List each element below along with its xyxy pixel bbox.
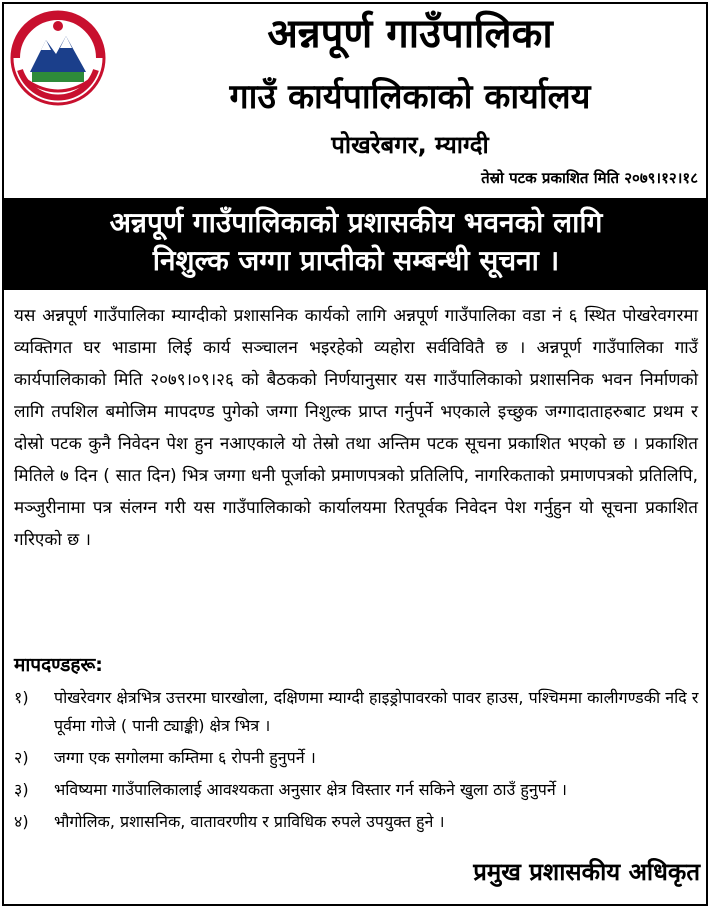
criteria-number: ३) <box>14 780 29 799</box>
banner-line-2: निशुल्क जग्गा प्राप्तीको सम्बन्धी सूचना । <box>152 244 560 277</box>
list-item <box>14 744 704 772</box>
criteria-text: भौगोलिक, प्रशासनिक, वातावरणीय र प्राविधिक रुपले उपयुक्त हुने । <box>54 812 445 831</box>
notice-header <box>0 0 712 200</box>
office-location: पोखरेबगर, म्याग्दी <box>331 131 489 159</box>
publication-date: तेस्रो पटक प्रकाशित मिति २०७९।१२।१८ <box>481 169 698 187</box>
banner-line-1: अन्नपूर्ण गाउँपालिकाको प्रशासकीय भवनको लागि <box>109 206 603 239</box>
criteria-title: मापदण्डहरू: <box>14 654 103 676</box>
list-item <box>14 684 704 740</box>
list-item <box>14 808 704 836</box>
criteria-number: ४) <box>14 812 29 831</box>
notice-paragraph: यस अन्नपूर्ण गाउँपालिका म्याग्दीको प्रशासनिक कार्यको लागि अन्नपूर्ण गाउँपालिका वडा नं ६ स्थित पोखरेवगरमा व्यक्तिगत घर भाडामा लिई कार्य सञ्चालन भइरहेको व्यहोरा सर्वविवितै छ । अन्नपूर्ण गाउँपालिका गाउँ कार्यपालिकाको मिति २०७९।०९।२६ को बैठकको निर्णयानुसार यस गाउँपालिकाको प्रशासनिक भवन निर्माणको लागि तपशिल बमोजिम मापदण्ड पुगेको जग्गा निशुल्क प्राप्त गर्नुपर्ने भएकाले इच्छुक जग्गादाताहरुबाट प्रथम र दोस्रो पटक कुनै निवेदन पेश हुन नआएकाले यो तेस्रो तथा अन्तिम पटक सूचना प्रकाशित भएको छ । प्रकाशित मितिले ७ दिन ( सात दिन) भित्र जग्गा धनी पूर्जाको प्रमाणपत्रको प्रतिलिपि, नागरिकताको प्रमाणपत्रको प्रतिलिपि, मञ्जुरीनामा पत्र संलग्न गरी यस गाउँपालिकाको कार्यालयमा रितपूर्वक निवेदन पेश गर्नुहुन यो सूचना प्रकाशित गरिएको छ । <box>14 306 698 550</box>
criteria-text: पोखरेवगर क्षेत्रभित्र उत्तरमा घारखोला, दक्षिणमा म्याग्दी हाइड्रोपावरको पावर हाउस, पश्चिममा कालीगण्डकी नदि र पूर्वमा गोजे ( पानी ट्याङ्की) क्षेत्र भित्र । <box>54 688 699 735</box>
notice-banner <box>4 198 708 290</box>
page-title: अन्नपूर्ण गाउँपालिका <box>267 11 553 57</box>
criteria-text: भविष्यमा गाउँपालिकालाई आवश्यकता अनुसार क्षेत्र विस्तार गर्न सकिने खुला ठाउँ हुनुपर्ने । <box>54 780 567 799</box>
nepal-emblem-icon <box>10 10 106 106</box>
criteria-list <box>14 684 704 840</box>
office-subtitle: गाउँ कार्यपालिकाको कार्यालय <box>229 77 591 117</box>
criteria-text: जग्गा एक सगोलमा कम्तिमा ६ रोपनी हुनुपर्ने । <box>54 748 316 767</box>
signature-title: प्रमुख प्रशासकीय अधिकृत <box>473 858 700 886</box>
criteria-number: २) <box>14 748 29 767</box>
criteria-number: १) <box>14 688 29 707</box>
list-item <box>14 776 704 804</box>
